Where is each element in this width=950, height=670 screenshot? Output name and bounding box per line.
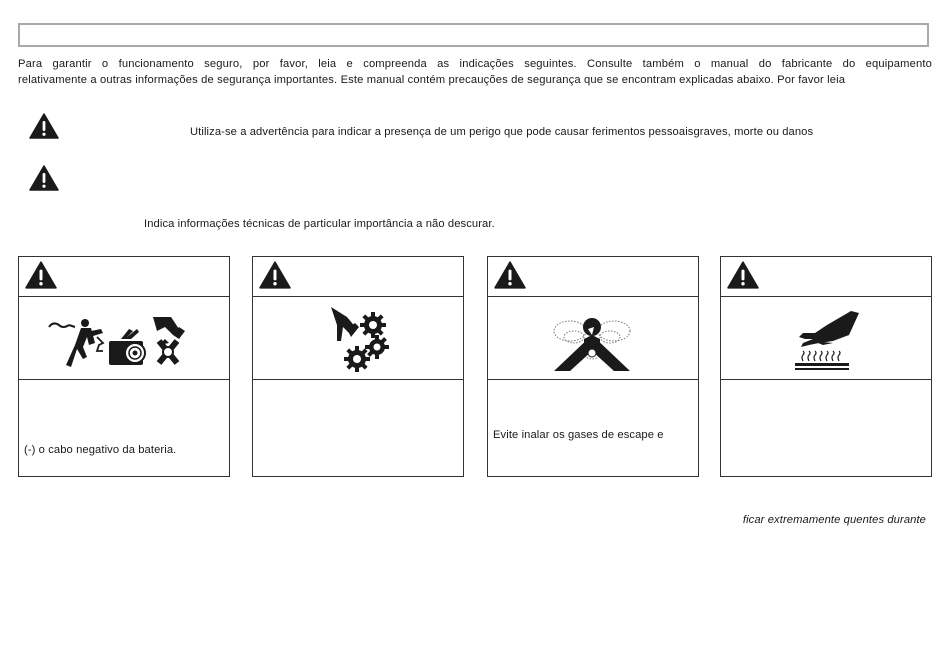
hazard-panel-entanglement [252, 256, 464, 477]
warning-triangle-icon [494, 261, 526, 289]
panel-header [721, 257, 931, 297]
warning-triangle-icon [29, 113, 59, 139]
warning-triangle-icon [727, 261, 759, 289]
caution-triangle-icon [29, 165, 59, 191]
panel-pictogram [253, 297, 463, 380]
hazard-panel-electric [18, 256, 230, 477]
hot-surface-hand-icon [793, 311, 863, 371]
hand-gears-entanglement-icon [329, 305, 393, 375]
panel-text: (-) o cabo negativo da bateria. [24, 444, 177, 456]
warning-description: Utiliza-se a advertência para indicar a presença de um perigo que pode causar ferimentos pessoaisgraves, morte ou danos [190, 126, 814, 138]
panel-pictogram [19, 297, 229, 380]
panel-pictogram [721, 297, 931, 380]
toxic-fumes-icon [552, 315, 632, 373]
panel-body [19, 380, 229, 476]
panel-body [253, 380, 463, 476]
footer-note: ficar extremamente quentes durante [742, 514, 926, 526]
hazard-panel-fumes [487, 256, 699, 477]
panel-body [488, 380, 698, 476]
note-description: Indica informações técnicas de particular importância a não descurar. [144, 218, 495, 230]
panel-header [253, 257, 463, 297]
panel-text: Evite inalar os gases de escape e [493, 429, 664, 441]
panel-header [488, 257, 698, 297]
warning-triangle-icon [25, 261, 57, 289]
warning-triangle-icon [259, 261, 291, 289]
electric-shock-rotating-parts-icon [47, 315, 199, 371]
intro-paragraph [18, 56, 932, 88]
section-title-box [18, 23, 929, 47]
panel-header [19, 257, 229, 297]
intro-line-1: Para garantir o funcionamento seguro, por favor, leia e compreenda as indicações seguintes. Consulte também o manual do fabricante do equipamento [18, 58, 932, 70]
panel-pictogram [488, 297, 698, 380]
hazard-panel-hot-surface [720, 256, 932, 477]
intro-line-2: relativamente a outras informações de segurança importantes. Este manual contém precauções de segurança que se encontram explicadas abaixo. Por favor leia [18, 74, 846, 86]
panel-body [721, 380, 931, 476]
